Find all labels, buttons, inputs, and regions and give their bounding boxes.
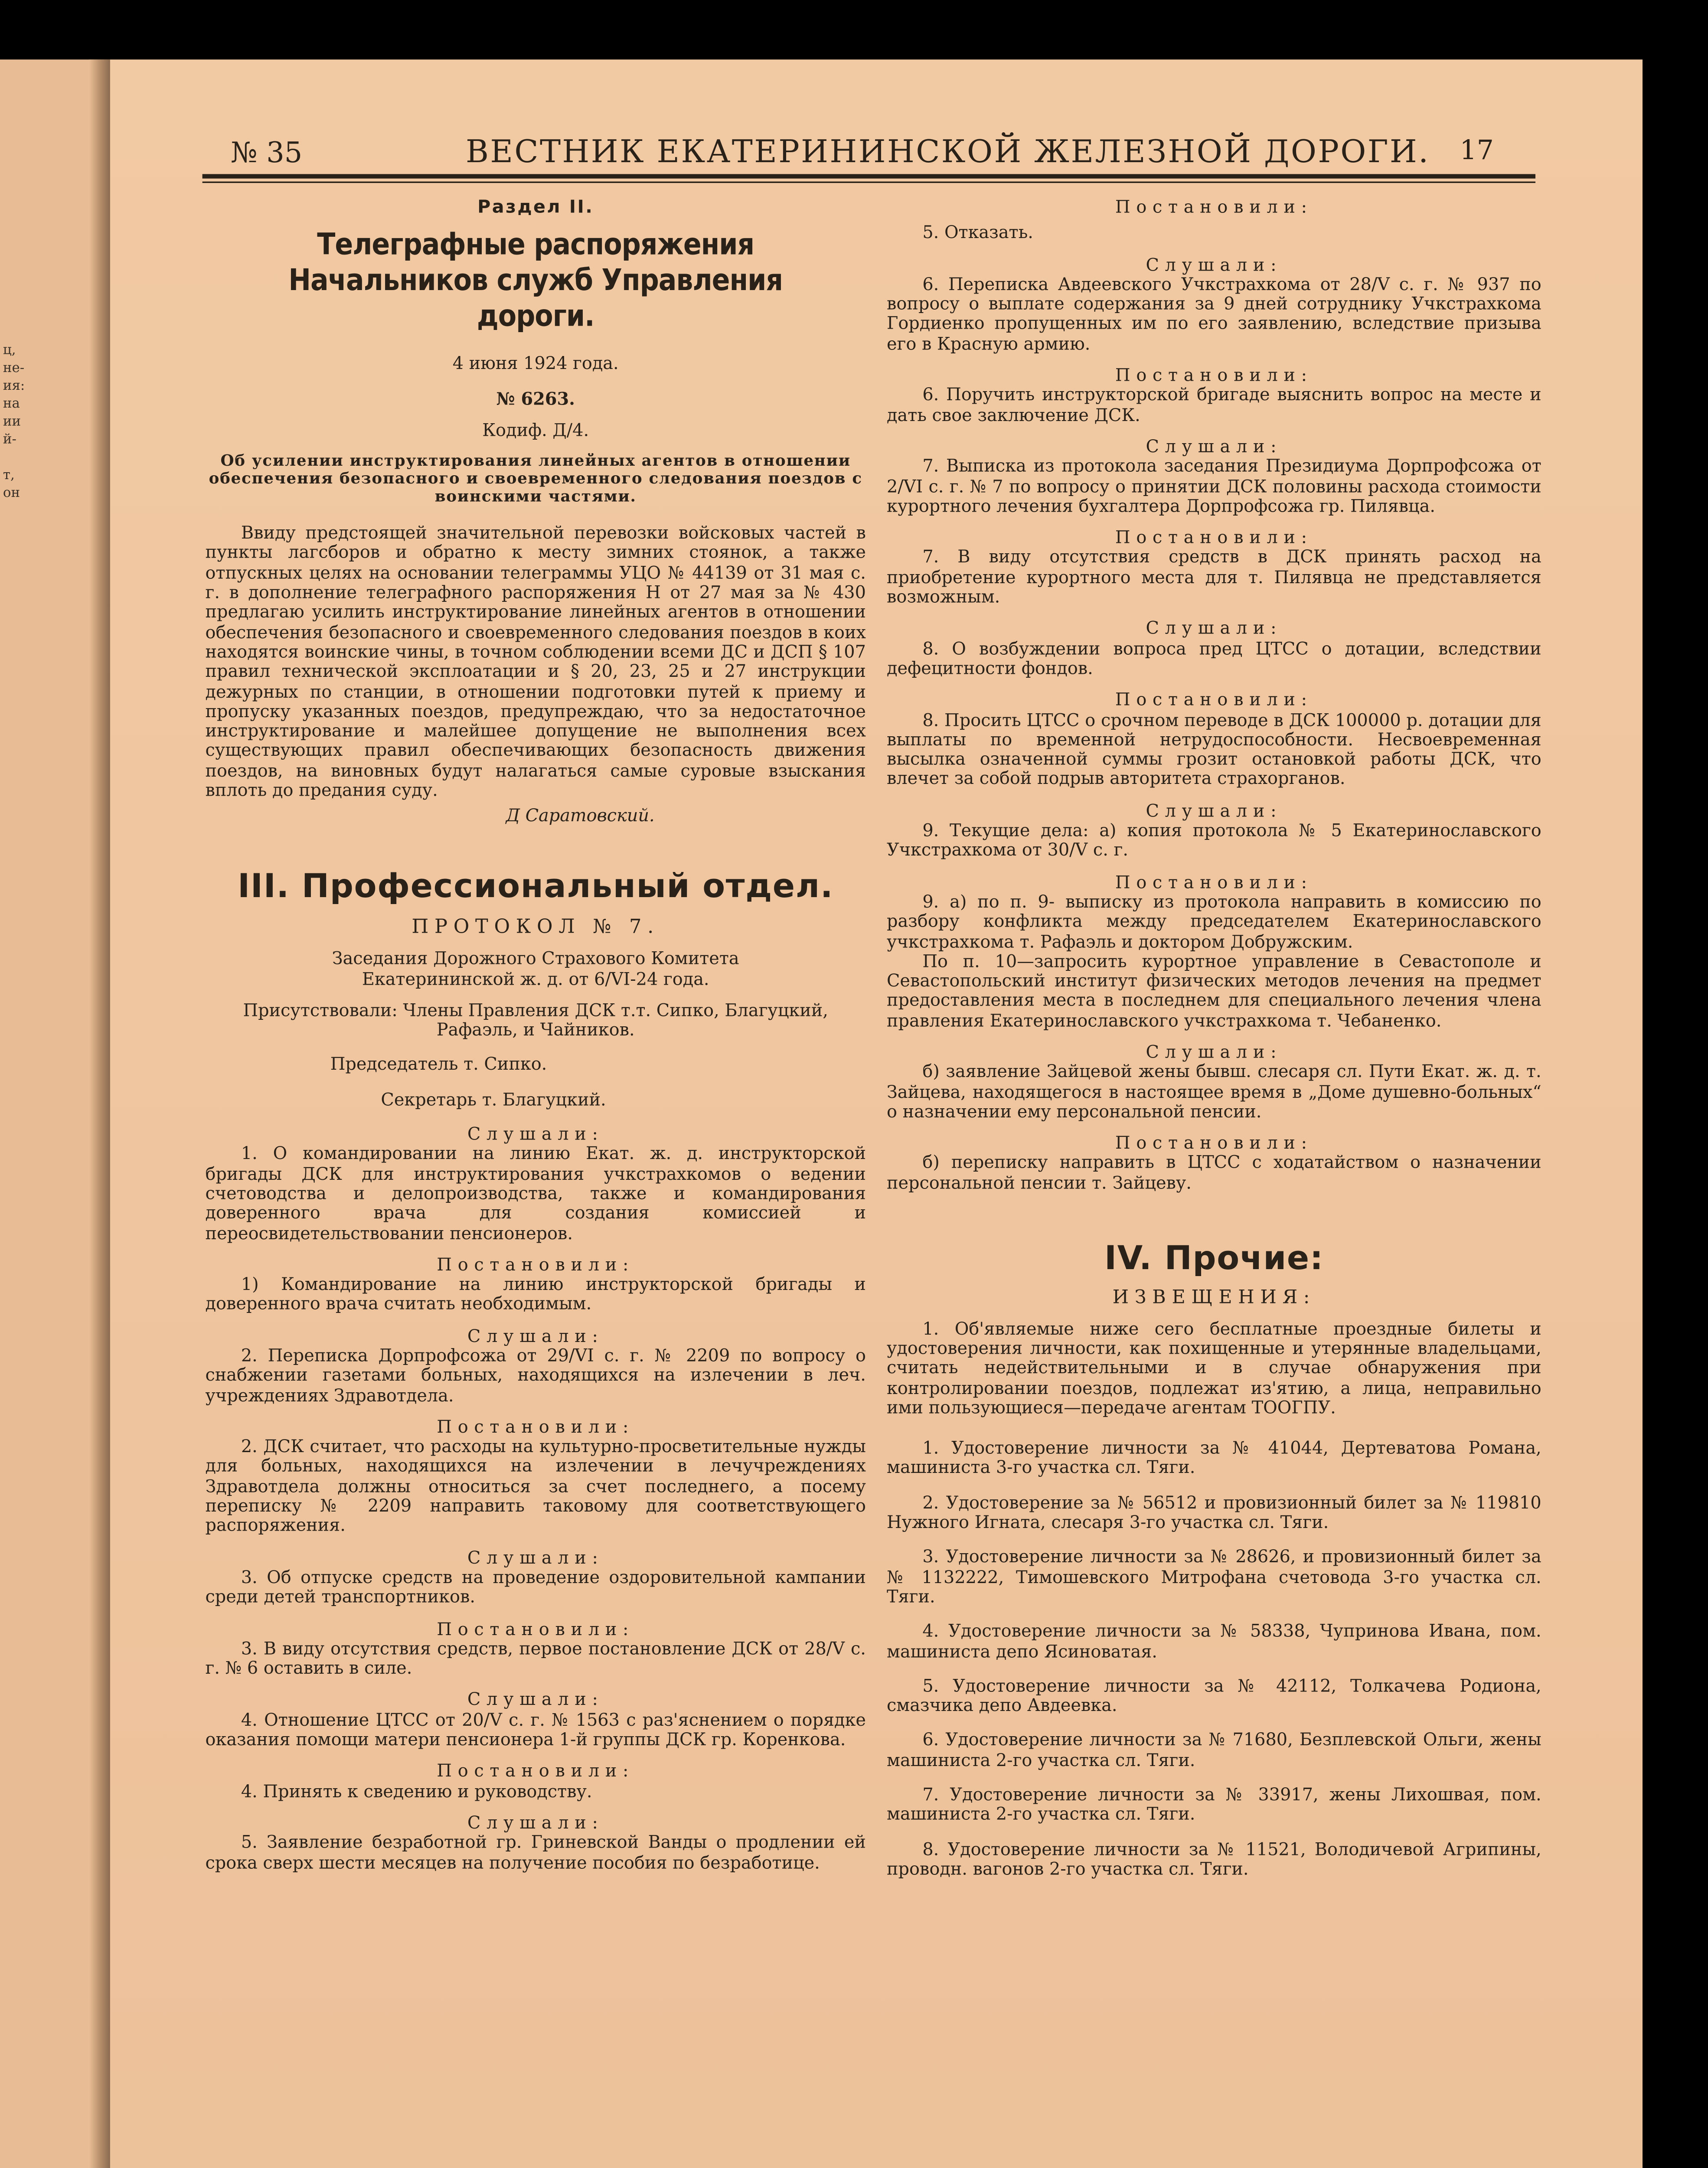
present-line: Присутствовали: Члены Правления ДСК т.т. Сипко, Благуцкий, Рафаэль, и Чайников. xyxy=(243,999,828,1040)
heard-label: Слушали: xyxy=(467,1689,604,1710)
header-rule xyxy=(202,174,1535,178)
page-gutter xyxy=(89,59,110,2168)
decided-label: Постановили: xyxy=(1115,196,1313,217)
notice-5: 5. Удостоверение личности за № 42112, Толкачева Родиона, смазчика депо Авдеевка. xyxy=(886,1675,1541,1716)
item-2: 2. Переписка Дорпрофсожа от 29/VI с. г. № 2209 по вопросу о снабжении газетами больных, находящихся на излечении в леч. учреждениях Здравотдела. xyxy=(205,1345,866,1406)
decided-label: Постановили: xyxy=(437,1254,635,1275)
notice-7: 7. Удостоверение личности за № 33917, жены Лихошвая, пом. машиниста 2-го участка сл. Тяги. xyxy=(886,1784,1541,1825)
issue-number: № 35 xyxy=(230,137,303,170)
code: Кодиф. Д/4. xyxy=(482,419,589,441)
item-8: 8. О возбуждении вопроса пред ЦТСС о дотации, вследствии дефецитности фондов. xyxy=(886,637,1541,679)
item-7: 7. Выписка из протокола заседания Президиума Дорпрофсожа от 2/VI с. г. № 7 по вопросу о принятии ДСК половины расхода стоимости курортного лечения бухгалтера Дорпрофсожа гр. Пилявца. xyxy=(886,455,1541,516)
decision-9c: б) переписку направить в ЦТСС с ходатайством о назначении персональной пенсии т. Зайцеву. xyxy=(886,1152,1541,1193)
decided-label: Постановили: xyxy=(437,1618,635,1639)
decided-label: Постановили: xyxy=(1115,871,1313,892)
decision-5: 5. Отказать. xyxy=(922,222,1033,243)
journal-title: ВЕСТНИК ЕКАТЕРИНИНСКОЙ ЖЕЛЕЗНОЙ ДОРОГИ. xyxy=(465,134,1430,170)
section-heading: Раздел II. xyxy=(477,196,594,217)
article-title: Телеграфные распоряжения Начальников служб Управления дороги. xyxy=(288,226,783,334)
item-9: 9. Текущие дела: а) копия протокола № 5 Екатеринославского Учкстрахкома от 30/V с. г. xyxy=(886,820,1541,861)
decided-label: Постановили: xyxy=(1115,1132,1313,1153)
subject: Об усилении инструктирования линейных агентов в отношении обеспечения безопасного и своевременного следования поездов с воинскими частями. xyxy=(209,452,862,506)
right-column xyxy=(887,198,1541,1879)
decision-7: 7. В виду отсутствия средств в ДСК принять расход на приобретение курортного места для т. Пилявца не представляется возможным. xyxy=(886,546,1541,607)
heard-label: Слушали: xyxy=(467,1123,604,1144)
decided-label: Постановили: xyxy=(437,1416,635,1437)
heard-label: Слушали: xyxy=(467,1547,604,1568)
notice-6: 6. Удостоверение личности за № 71680, Безплевской Ольги, жены машиниста 2-го участка сл. Тяги. xyxy=(886,1729,1541,1770)
heard-label: Слушали: xyxy=(1146,1041,1283,1062)
notice-4: 4. Удостоверение личности за № 58338, Чупринова Ивана, пом. машиниста депо Ясиноватая. xyxy=(886,1620,1541,1661)
heard-label: Слушали: xyxy=(1146,618,1283,639)
decision-9a: 9. а) по п. 9- выписку из протокола направить в комиссию по разбору конфликта между председателем Екатеринославского учкстрахкома т. Рафаэль и доктором Добружским. xyxy=(886,891,1541,952)
chair: Председатель т. Сипко. xyxy=(330,1054,547,1075)
header-rule-thin xyxy=(202,182,1535,183)
notice-2: 2. Удостоверение за № 56512 и провизионный билет за № 119810 Нужного Игната, слесаря 3-го участка сл. Тяги. xyxy=(886,1492,1541,1533)
heard-label: Слушали: xyxy=(1146,800,1283,821)
heard-label: Слушали: xyxy=(1146,436,1283,457)
item-4: 4. Отношение ЦТСС от 20/V с. г. № 1563 с раз'яснением о порядке оказания помощи матери пенсионера 1-й группы ДСК гр. Коренкова. xyxy=(205,1709,866,1750)
decision-9b: По п. 10—запросить курортное управление в Севастополе и Севастопольский институт физических методов лечения на предмет предоставления места в последнем для специального лечения члена правления Екатеринославского учкстрахкома т. Чебаненко. xyxy=(886,950,1541,1031)
scan-border xyxy=(1643,0,1708,2168)
heard-label: Слушали: xyxy=(467,1325,604,1346)
order-body: Ввиду предстоящей значительной перевозки войсковых частей в пункты лагсборов и обратно к месту зимних стоянок, а также отпускных целях на основании телеграммы УЦО № 44139 от 31 мая с. г. в дополнение телеграфного распоряжения Н от 27 мая за № 430 предлагаю усилить инструктирование линейных агентов в отношении обеспечения безопасного и своевременного следования поездов в коих находятся воинские чины, в точном соблюдении всеми ДС и ДСП § 107 правил технической эксплоатации и § 20, 23, 25 и 27 инструкции дежурных по станции, в отношении подготовки путей к приему и пропуску указанных поездов, предупреждаю, что за недостаточное инструктирование и малейшее допущение не выполнения всех существующих правил обеспечивающих безопасность движения поездов, на виновных будут налагаться самые суровые взыскания вплоть до предания суду. xyxy=(205,522,866,801)
decision-8: 8. Просить ЦТСС о срочном переводе в ДСК 100000 р. дотации для выплаты по временной нетрудоспособности. Несвоевременная высылка означенной суммы грозит остановкой работы ДСК, что влечет за собой подрыв авторитета страхорганов. xyxy=(886,709,1541,789)
item-6: 6. Переписка Авдеевского Учкстрахкома от 28/V с. г. № 937 по вопросу о выплате содержания за 9 дней сотруднику Учкстрахкома Гордиенко пропущенных им по его заявлению, вследствие призыва его в Красную армию. xyxy=(886,273,1541,354)
left-page-fragment: ц, не- ия: на ии й- т, он xyxy=(3,343,25,502)
section-heading-3: III. Профессиональный отдел. xyxy=(238,868,834,906)
secretary: Секретарь т. Благуцкий. xyxy=(381,1088,606,1110)
protocol-title: ПРОТОКОЛ № 7. xyxy=(411,916,660,939)
item-5: 5. Заявление безработной гр. Гриневской Ванды о продлении ей срока сверх шести месяцев на получение пособия по безработице. xyxy=(205,1832,866,1873)
notices-title: ИЗВЕЩЕНИЯ: xyxy=(1112,1286,1316,1309)
decided-label: Постановили: xyxy=(1115,364,1313,385)
decision-2: 2. ДСК считает, что расходы на культурно-просветительные нужды для больных, находящихся на излечении в лечучреждениях Здравотдела должны относиться за счет последнего, а посему переписку № 2209 направить таковому для соответствующего распоряжения. xyxy=(205,1436,866,1536)
page-number: 17 xyxy=(1460,135,1494,167)
heard-label: Слушали: xyxy=(1146,254,1283,275)
item-1: 1. О командировании на линию Екат. ж. д. инструкторской бригады ДСК для инструктирования учкстрахкомов о ведении счетоводства и делопроизводства, также и командирования доверенного врача для создания комиссией и переосвидетельствовании пенсионеров. xyxy=(205,1143,866,1243)
notices-intro: 1. Об'являемые ниже сего бесплатные проездные билеты и удостоверения личности, как похищенные и утерянные владельцами, считать недействительными и в случае обнаружения при контролировании поездов, подлежат из'ятию, а лица, неправильно ими пользующиеся—передаче агентам ТООГПУ. xyxy=(886,1317,1541,1418)
decided-label: Постановили: xyxy=(1115,689,1313,710)
notice-3: 3. Удостоверение личности за № 28626, и провизионный билет за № 1132222, Тимошевского Митрофана счетовода 3-го участка сл. Тяги. xyxy=(886,1546,1541,1607)
decided-label: Постановили: xyxy=(1115,527,1313,548)
notice-8: 8. Удостоверение личности за № 11521, Володичевой Агрипины, проводн. вагонов 2-го участка сл. Тяги. xyxy=(886,1838,1541,1879)
decision-4: 4. Принять к сведению и руководству. xyxy=(241,1780,592,1801)
decision-6: 6. Поручить инструкторской бригаде выяснить вопрос на месте и дать свое заключение ДСК. xyxy=(886,384,1541,425)
decision-1: 1) Командирование на линию инструкторской бригады и доверенного врача считать необходимым. xyxy=(205,1273,866,1315)
item-3: 3. Об отпуске средств на проведение оздоровительной кампании среди детей транспортников. xyxy=(205,1566,866,1607)
heard-label: Слушали: xyxy=(467,1812,604,1833)
decided-label: Постановили: xyxy=(437,1760,635,1782)
notice-1: 1. Удостоверение личности за № 41044, Дертеватова Романа, машиниста 3-го участка сл. Тяги. xyxy=(886,1437,1541,1478)
left-column xyxy=(206,198,866,1873)
signature: Д Саратовский. xyxy=(506,805,655,826)
section-heading-4: IV. Прочие: xyxy=(1104,1241,1324,1278)
item-9b: б) заявление Зайцевой жены бывш. слесаря сл. Пути Екат. ж. д. т. Зайцева, находящегося в настоящее время в „Доме душевно-больных“ о назначении ему персональной пенсии. xyxy=(886,1061,1541,1122)
meeting-line: Заседания Дорожного Страхового Комитета Екатерининской ж. д. от 6/VI-24 года. xyxy=(332,948,739,989)
decision-3: 3. В виду отсутствия средств, первое постановление ДСК от 28/V с. г. № 6 оставить в силе. xyxy=(205,1638,866,1678)
date: 4 июня 1924 года. xyxy=(452,353,619,374)
order-number: № 6263. xyxy=(496,388,575,409)
